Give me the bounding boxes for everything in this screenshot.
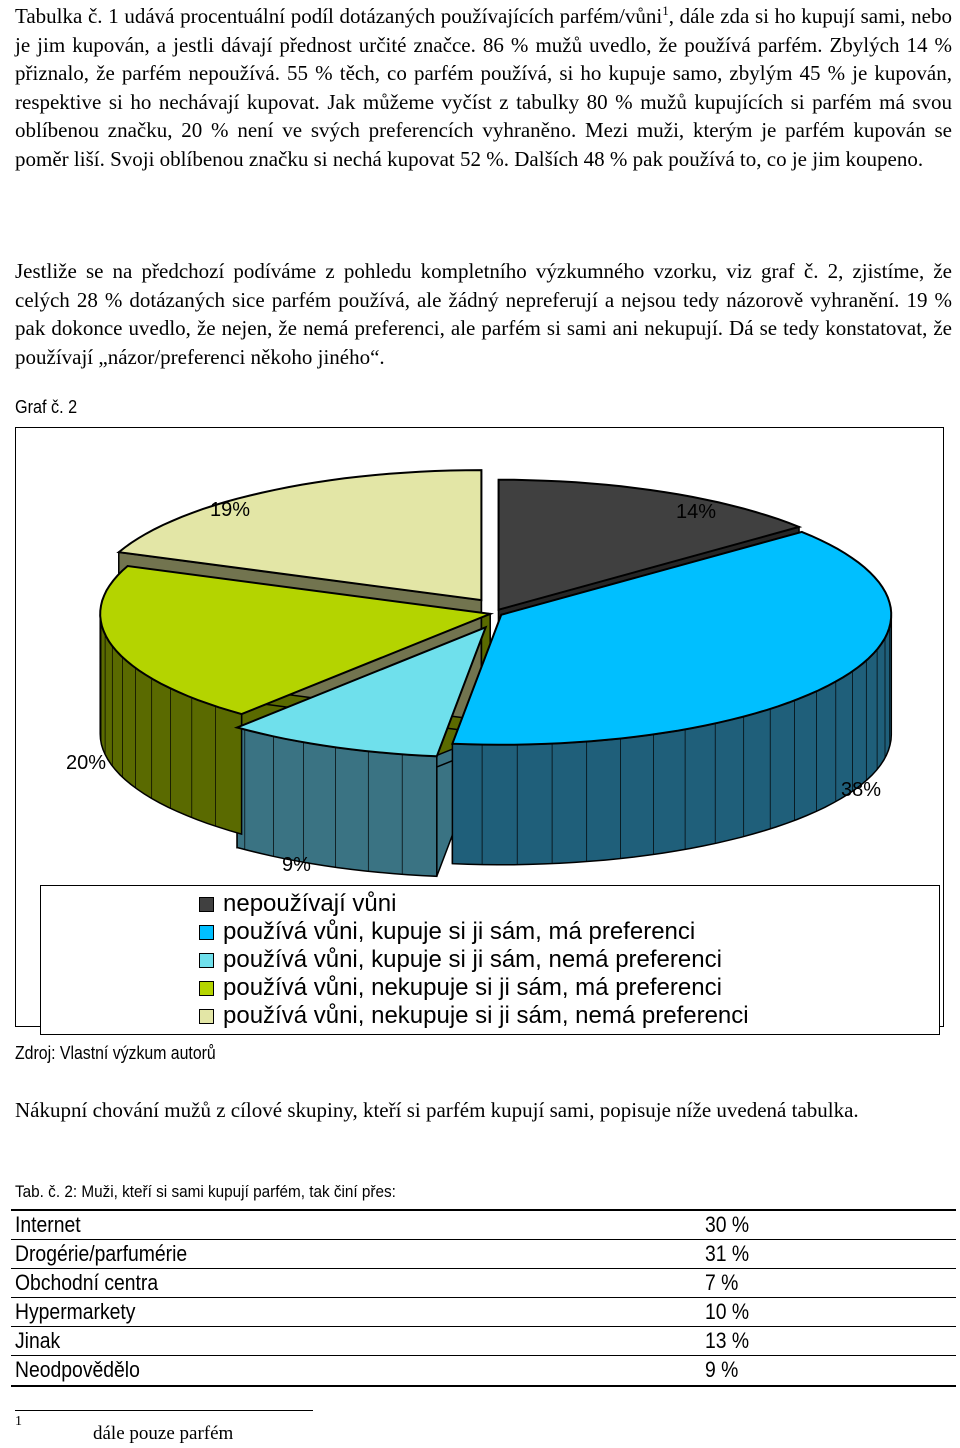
share-cell: 31 % [705, 1241, 750, 1266]
share-cell: 13 % [705, 1328, 750, 1353]
channel-cell: Hypermarkety [15, 1299, 136, 1324]
table-caption: Tab. č. 2: Muži, kteří si sami kupují parfém, tak činí přes: [15, 1182, 396, 1201]
legend-label: používá vůni, kupuje si ji sám, nemá preferenci [223, 946, 722, 973]
analysis-paragraph: Jestliže se na předchozí podíváme z pohledu kompletního výzkumného vzorku, viz graf č. 2, zjistíme, že celých 28 % dotázaných sice parfém používá, ale žádný nepreferují a nejsou tedy názorově vyhranění. 19 % pak dokonce uvedlo, že nejen, že nemá preferenci, ale parfém si sami ani nekupují. Dá se tedy konstatovat, že používají „názor/preferenci někoho jiného“. [15, 259, 952, 369]
channel-cell: Internet [15, 1212, 81, 1237]
channel-cell: Jinak [15, 1328, 61, 1353]
legend-swatch [199, 953, 214, 968]
table-intro-paragraph: Nákupní chování mužů z cílové skupiny, kteří si parfém kupují sami, popisuje níže uvedená tabulka. [15, 1098, 859, 1122]
pie-value-label-not-self-buy-no-preference: 19% [210, 499, 251, 521]
share-cell: 10 % [705, 1299, 750, 1324]
legend-label: používá vůni, kupuje si ji sám, má preferenci [223, 918, 696, 945]
table-row [11, 1240, 956, 1269]
figure-source: Zdroj: Vlastní výzkum autorů [15, 1043, 216, 1063]
legend-swatch [199, 925, 214, 940]
pie-value-label-not-self-buy-preference: 20% [66, 752, 107, 774]
legend-label: používá vůni, nekupuje si ji sám, nemá preferenci [223, 1002, 749, 1029]
legend-label: nepoužívají vůni [223, 890, 397, 917]
intro-paragraph [15, 2, 952, 174]
table-row [11, 1269, 956, 1298]
figure-label: Graf č. 2 [15, 397, 78, 417]
channel-cell: Drogérie/parfumérie [15, 1241, 188, 1266]
pie-value-label-no-fragrance: 14% [676, 501, 717, 523]
share-cell: 30 % [705, 1212, 750, 1237]
share-cell: 7 % [705, 1270, 739, 1295]
footnote-text: dále pouze parfém [93, 1423, 234, 1444]
footnote-reference[interactable]: 1 [662, 3, 669, 18]
intro-text: Tabulka č. 1 udává procentuální podíl dotázaných používajících parfém/vůni [15, 4, 663, 28]
intro-text-continued: , dále zda si ho kupují sami, nebo je jim kupován, a jestli dávají přednost určité značce. 86 % mužů uvedlo, že používá parfém. Zbylých 14 % přiznalo, že parfém nepoužívá. 55 % těch, co parfém používá, si ho kupuje samo, zbylým 45 % je kupován, respektive si ho nechávají kupovat. Jak můžeme vyčíst z tabulky 80 % mužů kupujících si parfém má svou oblíbenou značku, 20 % není ve svých preferencích vyhraněno. Mezi muži, kterým je parfém kupován se poměr liší. Svoji oblíbenou značku si nechá kupovat 52 %. Dalších 48 % pak používá to, co je jim koupeno. [15, 4, 952, 171]
table-row [11, 1356, 956, 1385]
legend-swatch [199, 897, 214, 912]
channel-cell: Obchodní centra [15, 1270, 159, 1295]
share-cell: 9 % [705, 1357, 739, 1382]
footnote-separator [15, 1410, 313, 1411]
table-row [11, 1298, 956, 1327]
pie-value-label-self-buy-no-preference: 9% [282, 854, 311, 876]
table-row [11, 1327, 956, 1356]
pie-value-label-self-buy-preference: 38% [841, 779, 882, 801]
channel-cell: Neodpovědělo [15, 1357, 140, 1382]
legend-label: používá vůni, nekupuje si ji sám, má preferenci [223, 974, 722, 1001]
table-row [11, 1211, 956, 1240]
legend-swatch [199, 1009, 214, 1024]
footnote-number: 1 [15, 1414, 22, 1429]
legend-swatch [199, 981, 214, 996]
chart-legend [40, 885, 940, 1035]
purchase-channel-table [11, 1209, 956, 1387]
